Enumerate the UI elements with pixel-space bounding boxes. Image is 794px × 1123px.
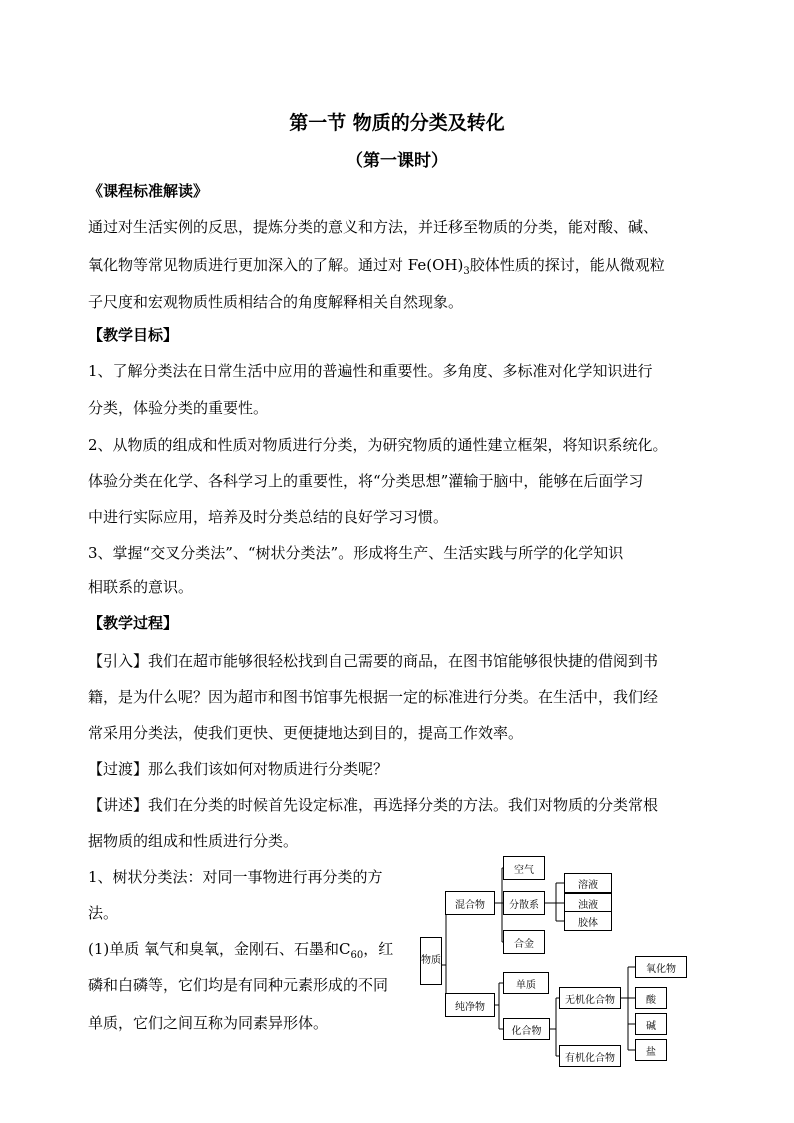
connector-line: [550, 998, 559, 1056]
connector-line: [621, 967, 635, 1050]
tree-text-line: 磷和白磷等，它们均是有同种元素形成的不同: [88, 976, 389, 994]
tree-node-element: 单质: [503, 972, 549, 994]
transition-text: 【过渡】那么我们该如何对物质进行分类呢？: [88, 760, 389, 778]
tree-text-line: 1、树状分类法：对同一事物进行再分类的方: [88, 868, 383, 886]
standard-text-line: 通过对生活实例的反思，提炼分类的意义和方法，并迁移至物质的分类，能对酸、碱、: [88, 218, 659, 236]
intro-text-line: 常采用分类法，使我们更快、更便捷地达到目的，提高工作效率。: [88, 724, 524, 742]
goal-text-line: 分类，体验分类的重要性。: [88, 399, 269, 417]
text-span: (1)单质 氧气和臭氧，金刚石、石墨和C: [88, 940, 351, 958]
goal-text-line: 中进行实际应用，培养及时分类总结的良好学习习惯。: [88, 508, 449, 526]
goal-text-line: 1、了解分类法在日常生活中应用的普遍性和重要性。多角度、多标准对化学知识进行: [88, 362, 653, 380]
tree-node-acid: 酸: [635, 987, 667, 1009]
tree-node-alloy: 合金: [503, 930, 545, 954]
tree-node-inorganic: 无机化合物: [559, 987, 621, 1009]
connector-line: [545, 883, 564, 921]
page-subtitle: （第一课时）: [346, 151, 448, 171]
process-heading: 【教学过程】: [88, 614, 179, 632]
standard-heading: 《课程标准解读》: [88, 182, 209, 200]
intro-text-line: 【引入】我们在超市能够很轻松找到自己需要的商品，在图书馆能够很快捷的借阅到书: [88, 652, 659, 670]
connector-line: [495, 983, 503, 1029]
tree-node-salt: 盐: [635, 1039, 667, 1061]
tree-node-organic: 有机化合物: [559, 1045, 621, 1067]
tree-node-suspension: 浊液: [564, 893, 612, 913]
page-title: 第一节 物质的分类及转化: [289, 112, 505, 134]
tree-node-air: 空气: [503, 856, 545, 880]
goal-text-line: 相联系的意识。: [88, 578, 194, 596]
tree-node-dispersion: 分散系: [503, 891, 545, 915]
tree-node-pure: 纯净物: [445, 993, 495, 1017]
lecture-text-line: 据物质的组成和性质进行分类。: [88, 832, 299, 850]
tree-node-root: 物质: [420, 937, 442, 985]
text-span: 氧化物等常见物质进行更加深入的了解。通过对 Fe(OH): [88, 256, 464, 274]
subscript: 3: [463, 266, 470, 277]
goals-heading: 【教学目标】: [88, 326, 179, 344]
text-span: ，红: [363, 940, 394, 958]
tree-node-mixture: 混合物: [445, 891, 495, 915]
subscript: 60: [350, 950, 364, 961]
connector-line: [495, 868, 503, 942]
tree-text-line: 法。: [88, 904, 119, 922]
lecture-text-line: 【讲述】我们在分类的时候首先设定标准，再选择分类的方法。我们对物质的分类常根: [88, 796, 659, 814]
tree-text-line: 单质，它们之间互称为同素异形体。: [88, 1014, 329, 1032]
tree-node-compound: 化合物: [503, 1018, 550, 1040]
goal-text-line: 2、从物质的组成和性质对物质进行分类，为研究物质的通性建立框架，将知识系统化。: [88, 436, 668, 454]
tree-node-base: 碱: [635, 1013, 667, 1035]
intro-text-line: 籍，是为什么呢？因为超市和图书馆事先根据一定的标准进行分类。在生活中，我们经: [88, 688, 659, 706]
goal-text-line: 体验分类在化学、各科学习上的重要性，将“分类思想”灌输于脑中，能够在后面学习: [88, 472, 644, 490]
text-span: 胶体性质的探讨，能从微观粒: [469, 256, 665, 274]
tree-node-oxide: 氧化物: [635, 956, 687, 978]
tree-node-solution: 溶液: [564, 873, 612, 893]
tree-node-colloid: 胶体: [564, 911, 612, 931]
standard-text-line: 子尺度和宏观物质性质相结合的角度解释相关自然现象。: [88, 293, 464, 311]
goal-text-line: 3、掌握“交叉分类法”、“树状分类法”。形成将生产、生活实践与所学的化学知识: [88, 544, 624, 562]
